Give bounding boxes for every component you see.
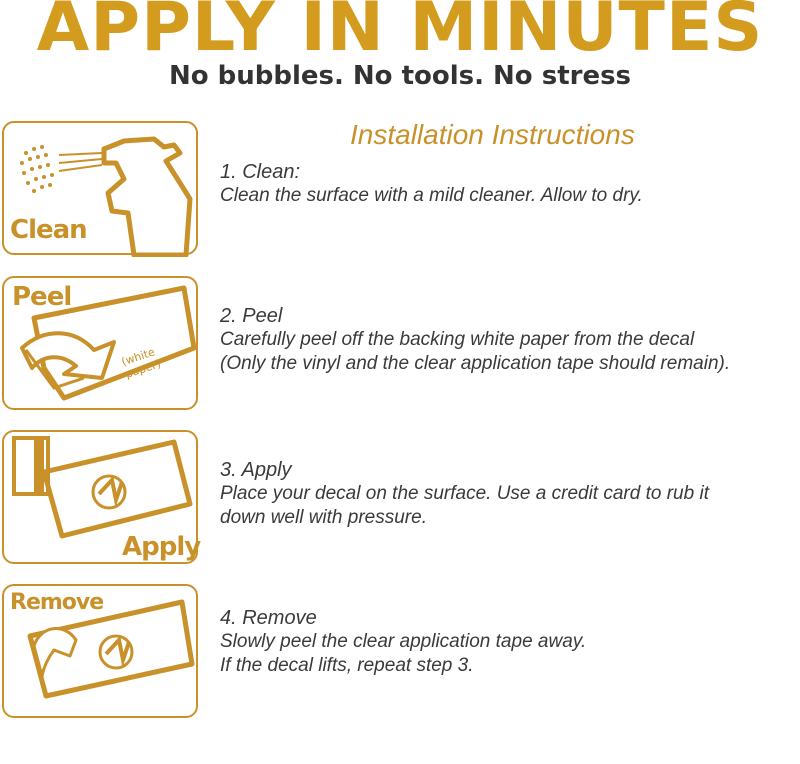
step-title: 2. Peel	[220, 305, 283, 327]
card-label-remove: Remove	[10, 590, 104, 615]
card-label-peel: Peel	[12, 282, 72, 312]
step-title: 4. Remove	[220, 607, 317, 629]
step-clean-text	[220, 160, 800, 208]
step-apply-text	[220, 458, 800, 530]
step-line: Clean the surface with a mild cleaner. Allow to dry.	[220, 185, 643, 206]
headline: APPLY IN MINUTES	[36, 0, 764, 67]
step-line: down well with pressure.	[220, 507, 427, 528]
step-title: 1. Clean:	[220, 161, 301, 183]
step-title: 3. Apply	[220, 459, 292, 481]
step-line: Carefully peel off the backing white paper from the decal	[220, 329, 695, 350]
card-label-apply: Apply	[122, 532, 201, 562]
step-remove-text	[220, 606, 800, 678]
card-note-white-paper: (white paper)	[119, 345, 163, 381]
step-line: Place your decal on the surface. Use a credit card to rub it	[220, 483, 709, 504]
step-card-peel	[2, 276, 198, 410]
step-peel-text	[220, 304, 800, 376]
step-line: If the decal lifts, repeat step 3.	[220, 655, 474, 676]
step-line: (Only the vinyl and the clear application tape should remain).	[220, 353, 731, 374]
step-card-remove	[2, 584, 198, 718]
card-label-clean: Clean	[10, 215, 87, 245]
step-card-clean	[2, 121, 198, 255]
step-line: Slowly peel the clear application tape away.	[220, 631, 587, 652]
subheadline: No bubbles. No tools. No stress	[168, 61, 632, 91]
instructions-title: Installation Instructions	[350, 119, 635, 150]
step-card-apply	[2, 430, 201, 564]
